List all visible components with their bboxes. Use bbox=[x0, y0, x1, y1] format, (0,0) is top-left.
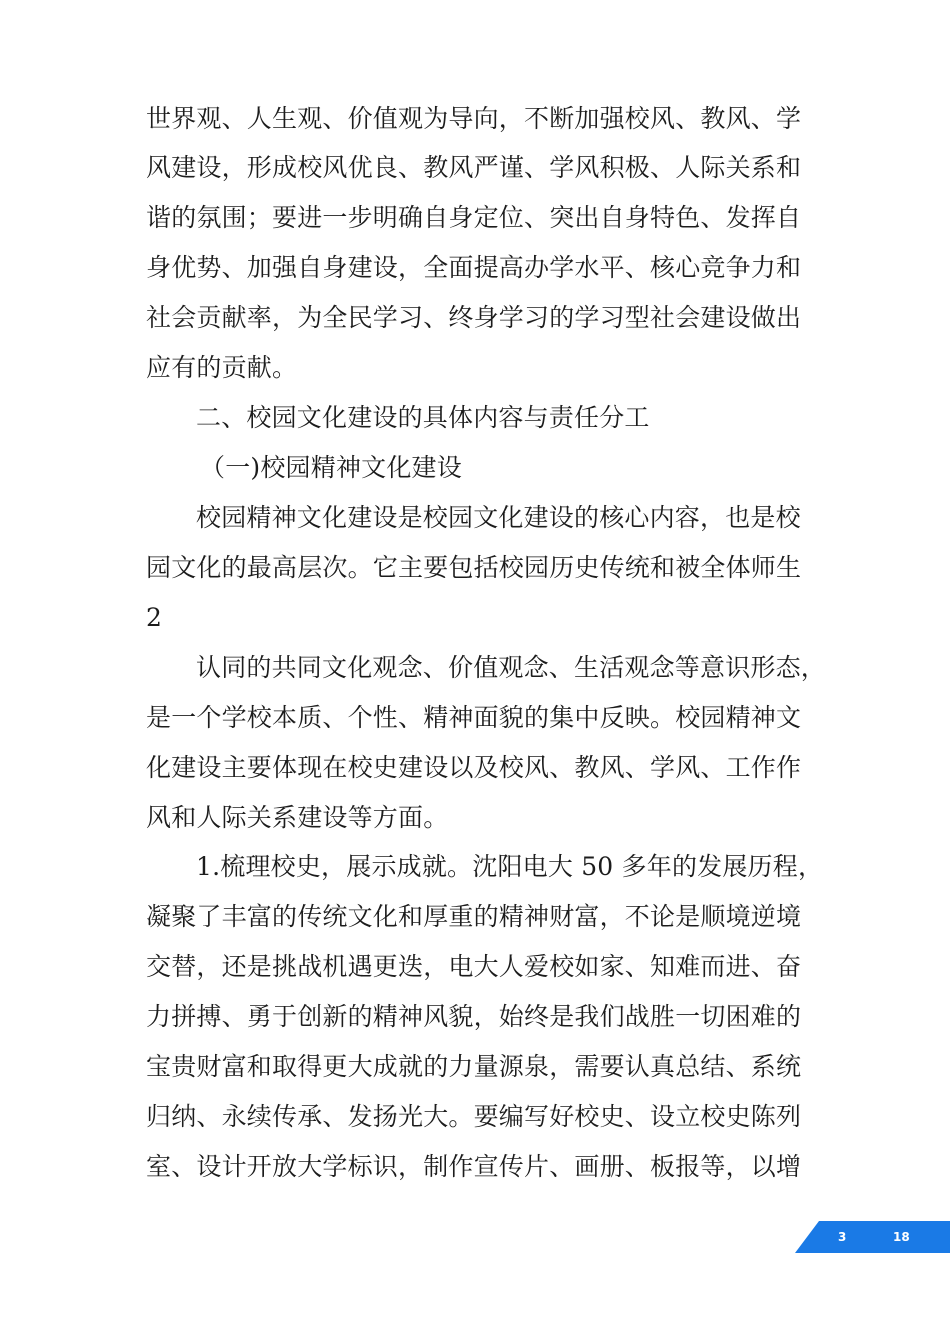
text-line: 认同的共同文化观念、价值观念、生活观念等意识形态， bbox=[196, 653, 827, 682]
text-line: 社会贡献率，为全民学习、终身学习的学习型社会建设做出 bbox=[146, 303, 802, 332]
current-page-number: 3 bbox=[838, 1230, 847, 1244]
text-line: 是一个学校本质、个性、精神面貌的集中反映。校园精神文 bbox=[146, 703, 802, 732]
text-line: 宝贵财富和取得更大成就的力量源泉，需要认真总结、系统 bbox=[146, 1052, 802, 1081]
text-line: 风建设，形成校风优良、教风严谨、学风积极、人际关系和 bbox=[146, 153, 802, 182]
text-line: 身优势、加强自身建设，全面提高办学水平、核心竞争力和 bbox=[146, 253, 802, 282]
text-line: 力拼搏、勇于创新的精神风貌，始终是我们战胜一切困难的 bbox=[146, 1002, 802, 1031]
text-line: 室、设计开放大学标识，制作宣传片、画册、板报等，以增 bbox=[146, 1152, 802, 1181]
subsection-heading: （一)校园精神文化建设 bbox=[200, 453, 462, 482]
inline-page-marker: 2 bbox=[146, 603, 163, 632]
text-line: 化建设主要体现在校史建设以及校风、教风、学风、工作作 bbox=[146, 753, 802, 782]
text-line: 归纳、永续传承、发扬光大。要编写好校史、设立校史陈列 bbox=[146, 1102, 802, 1131]
total-pages: 18 bbox=[893, 1230, 910, 1244]
text-line: 应有的贡献。 bbox=[146, 353, 298, 382]
text-line: 交替，还是挑战机遇更迭，电大人爱校如家、知难而进、奋 bbox=[146, 952, 802, 981]
text-line: 风和人际关系建设等方面。 bbox=[146, 803, 449, 832]
text-line: 谐的氛围；要进一步明确自身定位、突出自身特色、发挥自 bbox=[146, 203, 802, 232]
text-line: 校园精神文化建设是校园文化建设的核心内容，也是校 bbox=[196, 503, 801, 532]
section-heading: 二、校园文化建设的具体内容与责任分工 bbox=[196, 403, 650, 432]
text-line: 凝聚了丰富的传统文化和厚重的精神财富，不论是顺境逆境 bbox=[146, 902, 802, 931]
page-footer-tab bbox=[795, 1221, 950, 1253]
text-line: 园文化的最高层次。它主要包括校园历史传统和被全体师生 bbox=[146, 553, 802, 582]
text-line: 1.梳理校史，展示成就。沈阳电大 50 多年的发展历程， bbox=[196, 852, 824, 881]
text-line: 世界观、人生观、价值观为导向，不断加强校风、教风、学 bbox=[146, 104, 802, 133]
